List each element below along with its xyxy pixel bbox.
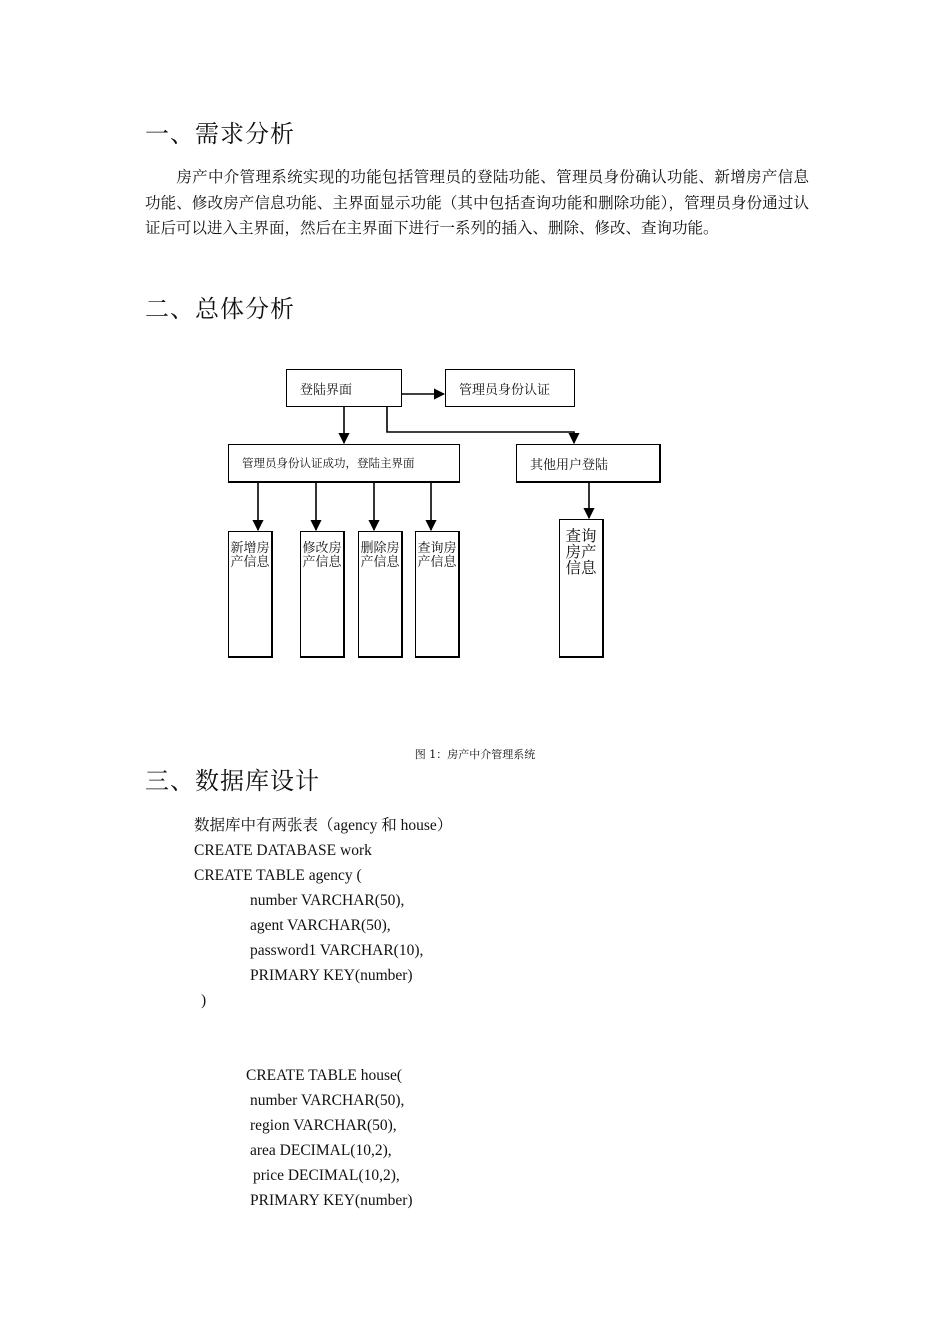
create-database-line: CREATE DATABASE work: [194, 842, 372, 859]
house-field-line: region VARCHAR(50),: [250, 1117, 397, 1134]
section-title-database: 三、数据库设计: [145, 767, 320, 795]
node-admin-verify-label: 管理员身份认证: [459, 382, 551, 398]
node-query-house-user: [559, 519, 604, 658]
section-title-requirements: 一、需求分析: [145, 120, 295, 148]
agency-field-line: agent VARCHAR(50),: [250, 917, 391, 934]
node-admin-main: [228, 444, 460, 483]
house-field-line: area DECIMAL(10,2),: [250, 1142, 392, 1159]
agency-field-line: password1 VARCHAR(10),: [250, 942, 424, 959]
node-login-label: 登陆界面: [300, 382, 353, 398]
node-add-house-label: 新增房产信息: [230, 541, 270, 571]
node-login: [286, 369, 402, 407]
node-modify-house-label: 修改房产信息: [302, 541, 342, 571]
node-admin-main-label: 管理员身份认证成功，登陆主界面: [242, 456, 415, 470]
node-modify-house: [300, 531, 345, 658]
house-field-line: number VARCHAR(50),: [250, 1092, 405, 1109]
agency-field-line: number VARCHAR(50),: [250, 892, 405, 909]
node-admin-verify: [445, 369, 575, 407]
create-agency-line: CREATE TABLE agency (: [194, 867, 362, 884]
agency-close-paren: ): [201, 992, 207, 1009]
agency-primary-key-line: PRIMARY KEY(number): [250, 967, 413, 984]
node-query-house-admin: [415, 531, 460, 658]
create-house-line: CREATE TABLE house(: [246, 1067, 403, 1084]
section-title-overall: 二、总体分析: [145, 295, 295, 323]
house-primary-key-line: PRIMARY KEY(number): [250, 1192, 413, 1209]
node-query-house-admin-label: 查询房产信息: [417, 541, 457, 571]
node-add-house: [228, 531, 273, 658]
node-other-user: [516, 444, 661, 483]
requirements-text: 房产中介管理系统实现的功能包括管理员的登陆功能、管理员身份确认功能、新增房产信息功能、修改房产信息功能、主界面显示功能（其中包括查询功能和删除功能），管理员身份通过认证后可以进入主界面，然后在主界面下进行一系列的插入、删除、修改、查询功能。: [145, 168, 809, 237]
house-field-line: price DECIMAL(10,2),: [253, 1167, 400, 1184]
node-delete-house-label: 删除房产信息: [360, 541, 400, 571]
figure-caption: 图 1：房产中介管理系统: [414, 748, 536, 761]
node-delete-house: [358, 531, 403, 658]
db-intro-line: 数据库中有两张表（agency 和 house）: [194, 817, 453, 834]
node-other-user-label: 其他用户登陆: [530, 457, 609, 473]
requirements-paragraph: [145, 165, 809, 242]
node-query-house-user-label: 查询房产信息: [565, 527, 597, 577]
